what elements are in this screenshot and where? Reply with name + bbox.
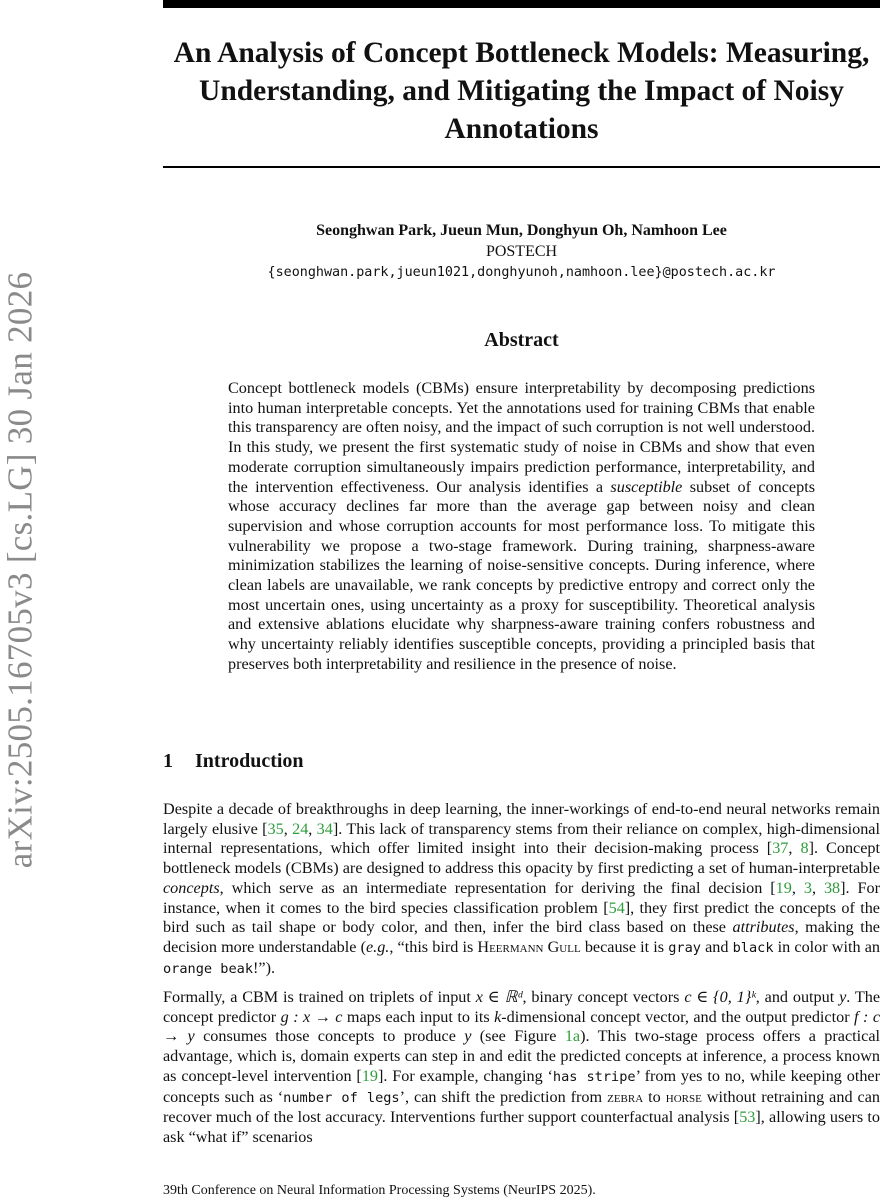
small-caps-text: Heermann Gull <box>477 937 581 956</box>
math-inline: x ∈ ℝᵈ <box>475 988 523 1006</box>
text-run: in color with an <box>773 937 880 956</box>
text-run: maps each input to its <box>342 1007 495 1026</box>
title-bottom-rule <box>163 166 880 168</box>
text-run: to <box>643 1087 666 1106</box>
section-title: Introduction <box>195 750 304 772</box>
math-inline: y <box>839 988 847 1006</box>
code-text: gray <box>668 939 701 956</box>
figure-link[interactable]: 1a <box>564 1027 581 1046</box>
text-run: ]. For instance, when it comes to the bird species classification problem [ <box>163 878 881 917</box>
text-run: , “this bird is <box>389 937 478 956</box>
citation-link[interactable]: 37 <box>772 839 789 858</box>
text-run: -dimensional concept vector, and the output predictor <box>501 1007 855 1026</box>
text-run: Formally, a CBM is trained on triplets of input <box>163 988 476 1006</box>
text-run: , which serve as an intermediate representation for deriving the final decision [ <box>219 878 776 897</box>
citation-link[interactable]: 35 <box>267 819 284 838</box>
author-names: Seonghwan Park, Jueun Mun, Donghyun Oh, Namhoon Lee <box>316 222 727 239</box>
text-run: ]. This lack of transparency stems from their reliance on complex, high-dimensional internal representations, which offer limited insight into their decision-making process [ <box>163 819 880 858</box>
math-inline: k <box>494 1007 502 1026</box>
abstract-text-part: subset of concepts whose accuracy declines far more than the average gap between noisy and clean supervision and whose corruption accounts for most performance loss. To mitigate this vulnerability we propose a two-stage framework. During training, sharpness-aware minimization stabilizes the learning of noise-sensitive concepts. During inference, where clean labels are unavailable, we rank concepts by predictive entropy and correct only the most uncertain ones, using uncertainty as a proxy for susceptibility. Theoretical analysis and extensive ablations elucidate why sharpness-aware training confers robustness and why uncertainty reliably identifies susceptible concepts, providing a principled basis that preserves both interpretability and resilience in the presence of noise. <box>228 477 815 673</box>
text-run: , making the decision more understandable ( <box>163 918 880 956</box>
math-inline: g : x → c <box>280 1007 343 1026</box>
emphasis-text: e.g. <box>365 937 390 956</box>
code-text: number of legs <box>283 1089 400 1106</box>
text-run: , and output <box>755 988 840 1006</box>
text-run: ]. For example, changing ‘ <box>378 1066 553 1085</box>
author-affiliation: POSTECH <box>485 243 558 260</box>
citation-link[interactable]: 53 <box>739 1108 756 1127</box>
text-run: ’ from yes to no, while keeping other concepts such as ‘ <box>163 1066 880 1106</box>
abstract-text <box>228 379 815 675</box>
emphasis-text: attributes <box>732 918 795 937</box>
citation-link[interactable]: 34 <box>316 819 333 838</box>
paper-title: An Analysis of Concept Bottleneck Models: Measuring, Understanding, and Mitigating the Impact of Noisy Annotations <box>173 37 870 145</box>
abstract-heading: Abstract <box>484 329 559 351</box>
citation-link[interactable]: 38 <box>823 878 841 897</box>
author-block <box>163 220 880 283</box>
code-text: black <box>732 939 774 956</box>
citation-link[interactable]: 19 <box>775 878 792 897</box>
intro-paragraph-2 <box>163 988 880 1148</box>
author-emails: {seonghwan.park,jueun1021,donghyunoh,namhoon.lee}@postech.ac.kr <box>267 265 776 280</box>
math-inline: c ∈ {0, 1}ᵏ <box>684 988 756 1006</box>
section-number: 1 <box>163 750 173 772</box>
abstract-emphasis: susceptible <box>610 477 683 496</box>
intro-paragraph-1: Despite a decade of breakthroughs in deep learning, the inner-workings of end-to-end neural networks remain largely elusive [35, 24, 34]. This lack of transparency stems from their reliance on complex, high-dimensional internal representations, which offer limited insight into their decision-making process [37, 8]. Concept bottleneck models (CBMs) are designed to address this opacity by first predicting a set of human-interpretable concepts, which serve as an intermediate representation for deriving the final decision [19, 3, 38]. For instance, when it comes to the bird species classification problem [54], they first predict the concepts of the bird such as tail shape or body color, and then, infer the bird class based on these attributes, making the decision more understandable (e.g., “this bird is Heermann Gull because it is gray and black in color with an orange beak!”). <box>163 800 881 977</box>
text-run: ], they first predict the concepts of the bird such as tail shape or body color, and then, infer the bird class based on these <box>163 898 880 937</box>
text-run: ], allowing users to ask “what if” scenarios <box>163 1108 880 1146</box>
small-caps-text: zebra <box>607 1087 644 1106</box>
text-run: ). This two-stage process offers a practical advantage, which is, domain experts can step in and edit the predicted concepts at inference, a process known as concept-level intervention [ <box>163 1027 881 1085</box>
abstract-text-part: Concept bottleneck models (CBMs) ensure interpretability by decomposing predictions into human interpretable concepts. Yet the annotations used for training CBMs that enable this transparency are often noisy, and the impact of such corruption is not well understood. In this study, we present the first systematic study of noise in CBMs and show that even moderate corruption simultaneously impairs prediction performance, interpretability, and the intervention effectiveness. Our analysis identifies a <box>228 379 815 496</box>
small-caps-text: horse <box>665 1087 702 1106</box>
citation-link[interactable]: 54 <box>608 898 625 917</box>
arxiv-identifier-stamp <box>0 250 40 890</box>
text-run: and <box>700 937 733 956</box>
code-text: has stripe <box>552 1068 636 1085</box>
citation-link[interactable]: 24 <box>292 819 309 838</box>
math-inline: y <box>464 1027 472 1046</box>
text-run: !”). <box>253 958 276 977</box>
emphasis-text: concepts <box>163 878 220 897</box>
citation-link[interactable]: 8 <box>800 839 809 858</box>
math-inline: f : c → y <box>163 1007 881 1046</box>
text-run: consumes those concepts to produce <box>194 1027 465 1046</box>
text-run: without retraining and can recover much of the lost accuracy. Interventions further support counterfactual analysis [ <box>163 1087 880 1127</box>
arxiv-identifier-text: arXiv:2505.16705v3 [cs.LG] 30 Jan 2026 <box>0 271 39 869</box>
text-run: ]. Concept bottleneck models (CBMs) are designed to address this opacity by first predicting a set of human-interpretable <box>163 839 881 878</box>
citation-link[interactable]: 19 <box>361 1066 378 1085</box>
text-run: ’, can shift the prediction from <box>399 1087 608 1106</box>
text-run: , binary concept vectors <box>522 988 685 1006</box>
conference-footer: 39th Conference on Neural Information Processing Systems (NeurIPS 2025). <box>163 1183 596 1198</box>
citation-link[interactable]: 3 <box>803 878 812 897</box>
text-run: because it is <box>580 937 669 956</box>
code-text: orange beak <box>163 960 254 977</box>
text-run: . The concept predictor <box>163 988 881 1026</box>
text-run: (see Figure <box>471 1027 565 1046</box>
title-top-rule <box>163 0 880 8</box>
text-run: Despite a decade of breakthroughs in deep learning, the inner-workings of end-to-end neural networks remain largely elusive [ <box>163 800 880 838</box>
section-heading-introduction <box>163 750 304 773</box>
